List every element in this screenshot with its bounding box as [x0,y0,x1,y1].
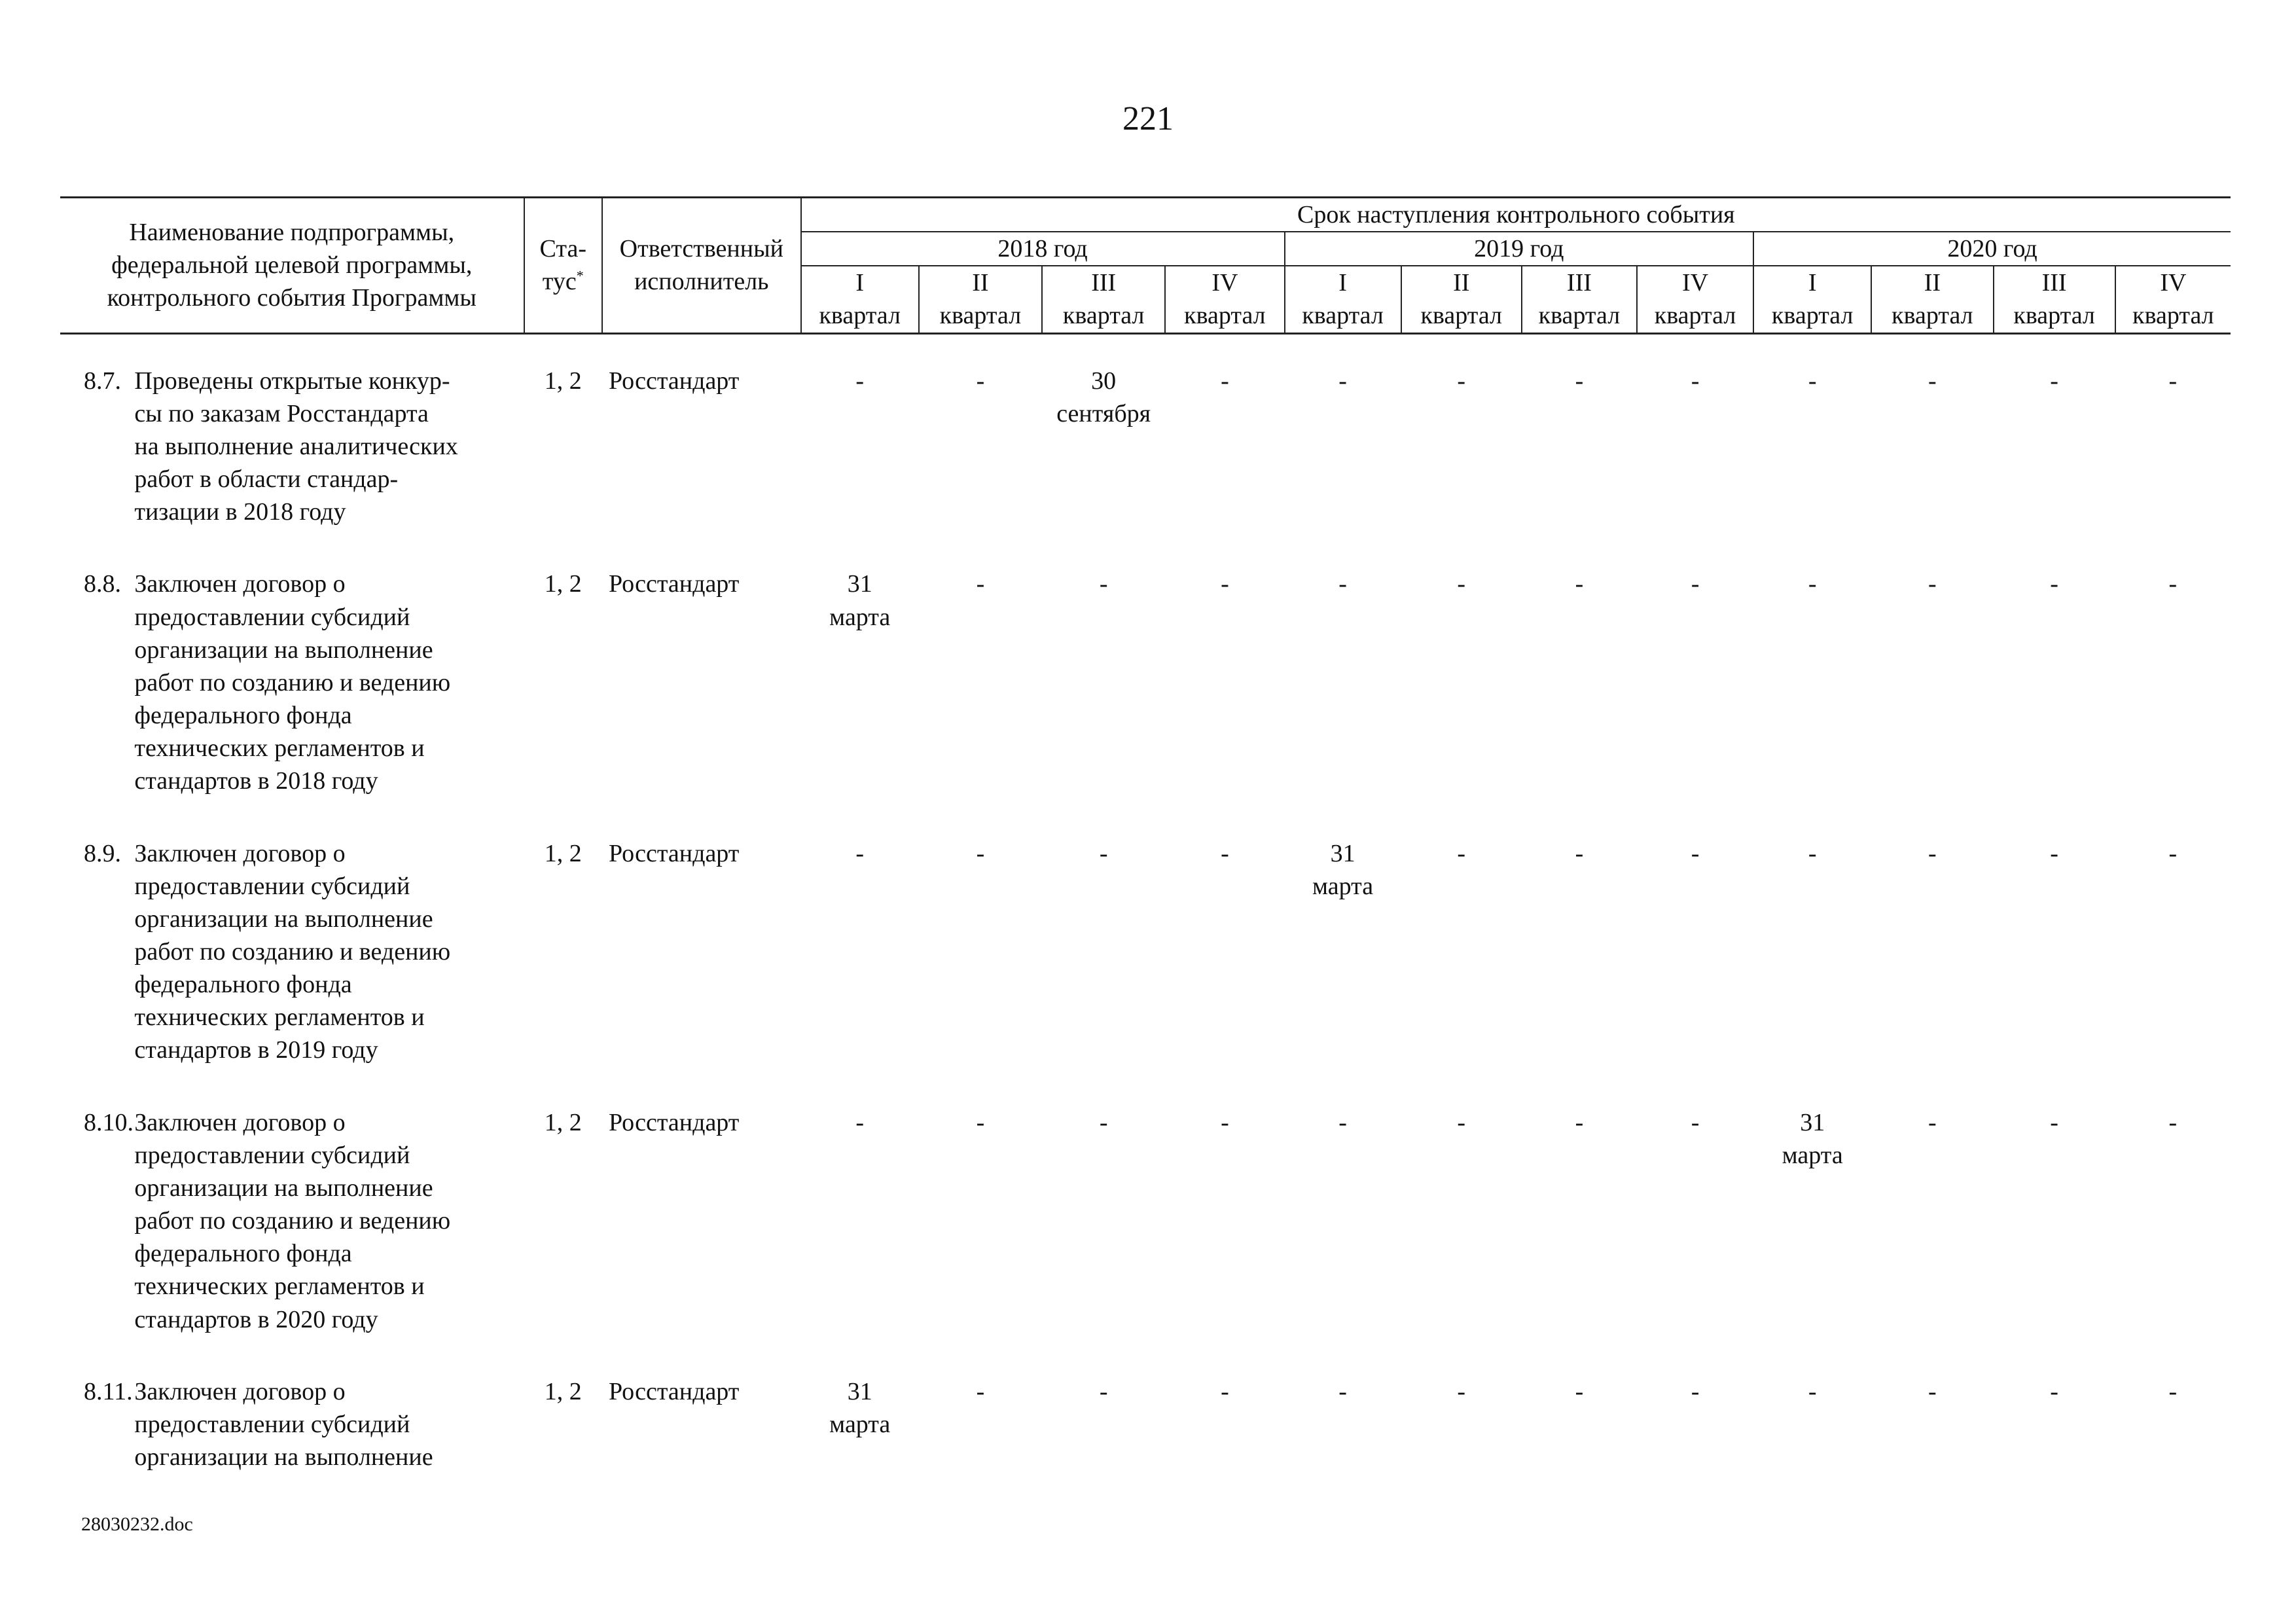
row-quarter-cell [919,1375,1042,1473]
header-deadline: Срок наступления контрольного события [801,198,2231,232]
row-quarter-cell [1522,568,1637,797]
row-quarter-cell-line: - [976,367,985,395]
header-quarter-word-0-2: квартал [1042,299,1165,333]
row-quarter-cell [1522,365,1637,529]
row-quarter-cell [1871,1106,1993,1336]
row-quarter-cell [1285,837,1401,1067]
row-quarter-cell [2115,568,2231,797]
row-quarter-cell-line: марта [829,1410,891,1438]
header-year-2: 2020 год [1753,232,2231,266]
header-quarter-word-1-3: квартал [1637,299,1753,333]
row-number: 8.9. [84,839,121,867]
row-quarter-cell-line: - [1691,367,1700,395]
row-quarter-cell [1165,837,1284,1067]
row-quarter-cell-line: - [976,839,985,867]
table-row [60,1106,2231,1336]
footer-file-name: 28030232.doc [81,1513,193,1535]
page-number: 221 [1122,100,1174,137]
row-quarter-cell-line: 31 [1800,1108,1825,1136]
row-quarter-cell-line: - [1928,367,1937,395]
row-quarter-cell-line: - [1691,1108,1700,1136]
row-quarter-cell [1165,568,1284,797]
row-quarter-cell-line: - [1928,839,1937,867]
row-event-name-line: организации на выполнение [134,1443,433,1471]
row-status: 1, 2 [544,367,582,395]
row-quarter-cell-line: - [1099,839,1108,867]
control-events-table [60,196,2231,1473]
row-quarter-cell-line: - [1221,367,1229,395]
table-row [60,1375,2231,1473]
row-quarter-cell [1042,1375,1165,1473]
row-event-name-line: сы по заказам Росстандарта [134,399,429,427]
row-quarter-cell-line: - [1457,367,1466,395]
row-quarter-cell-line: - [1338,367,1347,395]
row-quarter-cell-line: - [976,570,985,598]
header-year-0: 2018 год [801,232,1285,266]
row-quarter-cell [919,568,1042,797]
row-event-name [134,1375,524,1473]
row-quarter-cell [1401,365,1522,529]
row-quarter-cell [1637,1106,1753,1336]
row-event-name-line: Заключен договор о [134,570,346,598]
row-status: 1, 2 [544,1377,582,1405]
row-quarter-cell [1522,1106,1637,1336]
row-quarter-cell-line: - [2168,1108,2178,1136]
row-quarter-cell [801,365,919,529]
row-quarter-cell [1871,365,1993,529]
header-quarter-1-1: II [1401,266,1522,299]
row-event-name-line: стандартов в 2019 году [134,1036,378,1064]
table-body [60,333,2231,1473]
row-event-name-line: стандартов в 2018 году [134,767,378,795]
row-event-name-line: федерального фонда [134,1240,352,1268]
row-quarter-cell-line: - [1099,1108,1108,1136]
header-quarter-word-0-3: квартал [1165,299,1284,333]
row-quarter-cell-line: - [1338,570,1347,598]
header-quarter-word-1-2: квартал [1522,299,1637,333]
row-status: 1, 2 [544,839,582,867]
row-quarter-cell-line: - [1338,1108,1347,1136]
row-event-name-line: работ по созданию и ведению [134,1207,451,1235]
row-event-name-line: стандартов в 2020 году [134,1305,378,1333]
header-quarter-1-0: I [1285,266,1401,299]
row-event-name-line: организации на выполнение [134,1174,433,1202]
row-quarter-cell [2115,365,2231,529]
table-row [60,568,2231,797]
row-quarter-cell [1637,365,1753,529]
row-event-name-line: Заключен договор о [134,839,346,867]
header-quarter-word-0-1: квартал [919,299,1042,333]
header-quarter-0-2: III [1042,266,1165,299]
row-quarter-cell-line: - [1808,367,1817,395]
row-event-name-line: предоставлении субсидий [134,1141,410,1169]
header-quarter-0-3: IV [1165,266,1284,299]
row-quarter-cell-line: - [1099,570,1108,598]
row-event-name-line: предоставлении субсидий [134,872,410,900]
header-quarter-0-0: I [801,266,919,299]
row-status: 1, 2 [544,570,582,598]
row-quarter-cell [1753,837,1871,1067]
row-quarter-cell-line: 31 [1330,839,1355,867]
header-quarter-2-3: IV [2115,266,2231,299]
header-quarter-word-2-3: квартал [2115,299,2231,333]
row-quarter-cell [1285,365,1401,529]
row-event-name-line: федерального фонда [134,971,352,999]
row-quarter-cell [1994,1375,2115,1473]
row-quarter-cell [1637,837,1753,1067]
row-quarter-cell-line: - [1928,1108,1937,1136]
row-quarter-cell-line: - [2050,839,2058,867]
header-status-footnote-mark: * [576,267,584,284]
row-quarter-cell-line: - [1928,570,1937,598]
row-quarter-cell [1165,1106,1284,1336]
row-quarter-cell [1522,837,1637,1067]
row-quarter-cell [1871,568,1993,797]
row-event-name-line: тизации в 2018 году [134,498,346,526]
row-event-name-line: технических регламентов и [134,1003,425,1032]
row-event-name-line: предоставлении субсидий [134,603,410,631]
row-event-name [134,1106,524,1336]
row-quarter-cell [1994,365,2115,529]
row-quarter-cell [1042,837,1165,1067]
row-event-name-line: Проведены открытые конкур- [134,367,450,395]
row-quarter-cell-line: - [976,1108,985,1136]
row-quarter-cell [1401,568,1522,797]
row-status: 1, 2 [544,1108,582,1136]
row-quarter-cell [1165,1375,1284,1473]
row-quarter-cell [1522,1375,1637,1473]
row-quarter-cell [919,1106,1042,1336]
row-event-name-line: предоставлении субсидий [134,1410,410,1438]
row-event-name-line: организации на выполнение [134,905,433,933]
row-quarter-cell [1994,1106,2115,1336]
table-header [60,198,2231,334]
row-quarter-cell-line: - [976,1377,985,1405]
header-year-1: 2019 год [1285,232,1754,266]
row-quarter-cell-line: - [1457,1377,1466,1405]
row-quarter-cell [1042,365,1165,529]
row-event-name [134,365,524,529]
row-quarter-cell-line: - [2168,367,2178,395]
row-quarter-cell [801,1375,919,1473]
row-quarter-cell [1042,568,1165,797]
header-status-column [524,198,602,334]
row-quarter-cell [919,365,1042,529]
row-quarter-cell [2115,1106,2231,1336]
header-quarter-2-1: II [1871,266,1993,299]
row-event-name-line: на выполнение аналитических [134,432,458,460]
row-quarter-cell-line: - [1457,839,1466,867]
row-event-name-line: Заключен договор о [134,1108,346,1136]
row-quarter-cell-line: - [2050,1108,2058,1136]
row-number: 8.10. [84,1108,134,1136]
row-quarter-cell [1401,1375,1522,1473]
header-quarter-word-1-0: квартал [1285,299,1401,333]
row-quarter-cell [1753,365,1871,529]
row-quarter-cell-line: - [1338,1377,1347,1405]
row-responsible: Росстандарт [608,1108,740,1136]
row-quarter-cell-line: - [2050,1377,2058,1405]
row-quarter-cell [1753,568,1871,797]
row-quarter-cell-line: - [2168,570,2178,598]
row-number: 8.11. [84,1377,133,1405]
row-quarter-cell-line: - [2050,570,2058,598]
row-quarter-cell-line: - [2168,1377,2178,1405]
row-quarter-cell [1994,568,2115,797]
header-responsible-column: Ответственный исполнитель [602,198,801,334]
row-quarter-cell-line: - [1691,1377,1700,1405]
row-quarter-cell [1637,1375,1753,1473]
row-quarter-cell-line: - [2168,839,2178,867]
row-quarter-cell-line: - [2050,367,2058,395]
row-quarter-cell-line: - [1221,1377,1229,1405]
header-quarter-word-0-0: квартал [801,299,919,333]
header-quarter-word-1-1: квартал [1401,299,1522,333]
row-quarter-cell-line: - [1575,570,1584,598]
row-quarter-cell [919,837,1042,1067]
row-quarter-cell [1401,837,1522,1067]
row-quarter-cell-line: - [1808,1377,1817,1405]
row-quarter-cell [1285,568,1401,797]
row-quarter-cell [801,568,919,797]
row-quarter-cell [1753,1375,1871,1473]
row-quarter-cell-line: - [1575,1108,1584,1136]
row-quarter-cell-line: - [1221,570,1229,598]
row-event-name-line: Заключен договор о [134,1377,346,1405]
row-responsible: Росстандарт [608,570,740,598]
row-quarter-cell [1871,1375,1993,1473]
row-quarter-cell [1165,365,1284,529]
row-event-name-line: федерального фонда [134,702,352,730]
row-quarter-cell-line: - [1457,1108,1466,1136]
header-status-line1: Ста- [539,235,586,263]
header-quarter-word-2-2: квартал [1994,299,2115,333]
row-responsible: Росстандарт [608,367,740,395]
row-quarter-cell-line: марта [829,603,891,631]
row-quarter-cell-line: - [1221,839,1229,867]
row-quarter-cell-line: - [1808,570,1817,598]
row-event-name-line: работ в области стандар- [134,465,399,494]
row-quarter-cell-line: - [855,839,865,867]
row-event-name-line: организации на выполнение [134,636,433,664]
row-quarter-cell-line: 30 [1091,367,1117,395]
row-quarter-cell [801,837,919,1067]
row-quarter-cell-line: - [1808,839,1817,867]
row-event-name-line: работ по созданию и ведению [134,937,451,965]
row-event-name-line: технических регламентов и [134,1272,425,1301]
row-number: 8.8. [84,570,121,598]
row-quarter-cell-line: - [1575,1377,1584,1405]
row-quarter-cell-line: - [1221,1108,1229,1136]
row-quarter-cell [1401,1106,1522,1336]
header-quarter-word-2-1: квартал [1871,299,1993,333]
row-event-name-line: работ по созданию и ведению [134,668,451,696]
row-quarter-cell-line: - [1099,1377,1108,1405]
table-row [60,837,2231,1067]
row-quarter-cell-line: - [1928,1377,1937,1405]
row-quarter-cell-line: - [1691,839,1700,867]
row-quarter-cell-line: 31 [847,570,872,598]
row-quarter-cell-line: 31 [847,1377,872,1405]
row-quarter-cell-line: марта [1782,1141,1843,1169]
row-quarter-cell-line: - [855,367,865,395]
row-quarter-cell [2115,837,2231,1067]
row-quarter-cell [1637,568,1753,797]
row-number: 8.7. [84,367,121,395]
row-quarter-cell [1753,1106,1871,1336]
row-event-name [134,837,524,1067]
row-quarter-cell-line: - [1575,367,1584,395]
row-event-name-line: технических регламентов и [134,734,425,763]
row-quarter-cell-line: - [855,1108,865,1136]
row-quarter-cell [801,1106,919,1336]
row-quarter-cell-line: - [1691,570,1700,598]
row-quarter-cell-line: марта [1312,872,1374,900]
table-row [60,365,2231,529]
row-quarter-cell [1042,1106,1165,1336]
row-quarter-cell [1994,837,2115,1067]
header-quarter-1-3: IV [1637,266,1753,299]
row-quarter-cell [1285,1375,1401,1473]
header-quarter-0-1: II [919,266,1042,299]
row-quarter-cell [2115,1375,2231,1473]
header-status-line2: тус [542,268,577,296]
row-quarter-cell-line: - [1575,839,1584,867]
row-quarter-cell-line: - [1457,570,1466,598]
row-event-name [134,568,524,797]
header-quarter-2-2: III [1994,266,2115,299]
header-quarter-1-2: III [1522,266,1637,299]
row-responsible: Росстандарт [608,839,740,867]
row-quarter-cell [1285,1106,1401,1336]
header-quarter-2-0: I [1753,266,1871,299]
header-name-column: Наименование подпрограммы, федеральной целевой программы, контрольного события Программы [60,198,524,334]
row-responsible: Росстандарт [608,1377,740,1405]
row-quarter-cell [1871,837,1993,1067]
header-quarter-word-2-0: квартал [1753,299,1871,333]
row-quarter-cell-line: сентября [1056,399,1151,427]
